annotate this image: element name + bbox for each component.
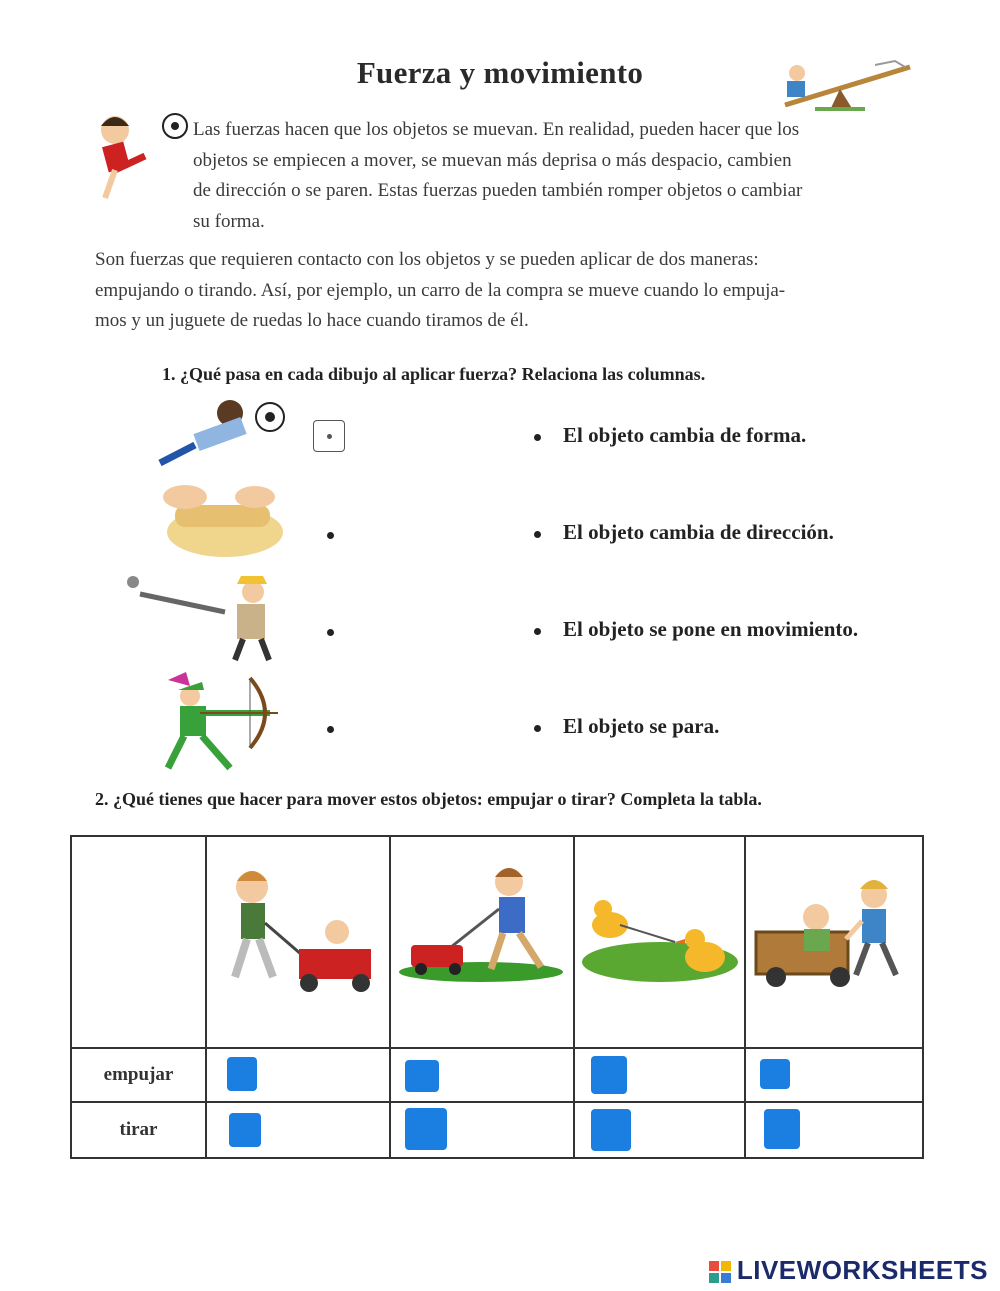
text-line: mos y un juguete de ruedas lo hace cuando tiramos de él.: [95, 310, 529, 331]
match-point-4[interactable]: [327, 726, 334, 733]
checkbox-empujar-2[interactable]: [405, 1060, 439, 1092]
checkbox-empujar-1[interactable]: [227, 1057, 257, 1091]
dough-picture: [150, 467, 285, 562]
option-change-direction: El objeto cambia de dirección.: [563, 520, 834, 544]
empty-corner-cell: [71, 836, 206, 1048]
text-line: empujando o tirando. Así, por ejemplo, un carro de la compra se mueve cuando lo empuja-: [95, 279, 786, 301]
picture-cell: [206, 836, 390, 1048]
option-change-shape: El objeto cambia de forma.: [563, 423, 807, 447]
checkbox-tirar-1[interactable]: [229, 1113, 261, 1147]
picture-cell: [574, 836, 745, 1048]
match-point-3[interactable]: [327, 629, 334, 636]
question-1: 1. ¿Qué pasa en cada dibujo al aplicar fuerza? Relaciona las columnas.: [162, 364, 706, 384]
checkbox-tirar-3[interactable]: [591, 1109, 631, 1151]
boy-pushing-lawnmower-picture: [391, 837, 573, 1042]
answer-cell: [390, 1048, 574, 1102]
question-2: 2. ¿Qué tienes que hacer para mover estos objetos: empujar o tirar? Completa la tabla.: [95, 789, 762, 809]
option-point-3[interactable]: [534, 628, 541, 635]
match-point-2[interactable]: [327, 532, 334, 539]
text-line: objetos se empiecen a mover, se muevan más deprisa o más despacio, cambien: [193, 149, 792, 171]
intro-paragraph: [193, 115, 913, 237]
duck-pulling-duckling-picture: [575, 837, 744, 1042]
option-point-2[interactable]: [534, 531, 541, 538]
seesaw-illustration: [775, 55, 920, 115]
push-pull-table: [70, 835, 924, 1159]
checkbox-tirar-2[interactable]: [405, 1108, 447, 1150]
page-title: Fuerza y movimiento: [356, 55, 644, 90]
boy-pulling-wagon-picture: [207, 837, 389, 1042]
soccer-kid-illustration: [75, 108, 190, 208]
checkbox-tirar-4[interactable]: [764, 1109, 800, 1149]
text-line: Las fuerzas hacen que los objetos se muevan. En realidad, pueden hacer que los: [193, 119, 800, 140]
answer-cell: [206, 1048, 390, 1102]
text-line: de dirección o se paren. Estas fuerzas pueden también romper objetos o cambiar: [193, 180, 803, 201]
checkbox-empujar-3[interactable]: [591, 1056, 627, 1094]
brand-logo: [709, 1255, 988, 1286]
answer-cell: [206, 1102, 390, 1158]
goalkeeper-picture: [150, 395, 290, 475]
row-label-empujar: empujar: [71, 1048, 206, 1102]
brand-icon: [709, 1261, 733, 1283]
answer-cell: [745, 1102, 923, 1158]
answer-cell: [745, 1048, 923, 1102]
kids-pushing-cart-picture: [746, 837, 922, 1042]
option-point-1[interactable]: [534, 434, 541, 441]
contact-forces-paragraph: [95, 245, 925, 337]
picture-cell: [390, 836, 574, 1048]
answer-cell: [390, 1102, 574, 1158]
archer-picture: [160, 668, 295, 778]
text-line: Son fuerzas que requieren contacto con los objetos y se pueden aplicar de dos maneras:: [95, 249, 759, 270]
option-start-moving: El objeto se pone en movimiento.: [563, 617, 859, 641]
answer-cell: [574, 1102, 745, 1158]
text-line: su forma.: [193, 210, 265, 232]
picture-cell: [745, 836, 923, 1048]
option-point-4[interactable]: [534, 725, 541, 732]
batter-picture: [125, 572, 285, 662]
match-point-1[interactable]: [313, 420, 345, 452]
answer-cell: [574, 1048, 745, 1102]
row-label-tirar: tirar: [71, 1102, 206, 1158]
option-stop: El objeto se para.: [563, 714, 720, 738]
brand-text: LIVEWORKSHEETS: [736, 1255, 988, 1285]
checkbox-empujar-4[interactable]: [760, 1059, 790, 1089]
